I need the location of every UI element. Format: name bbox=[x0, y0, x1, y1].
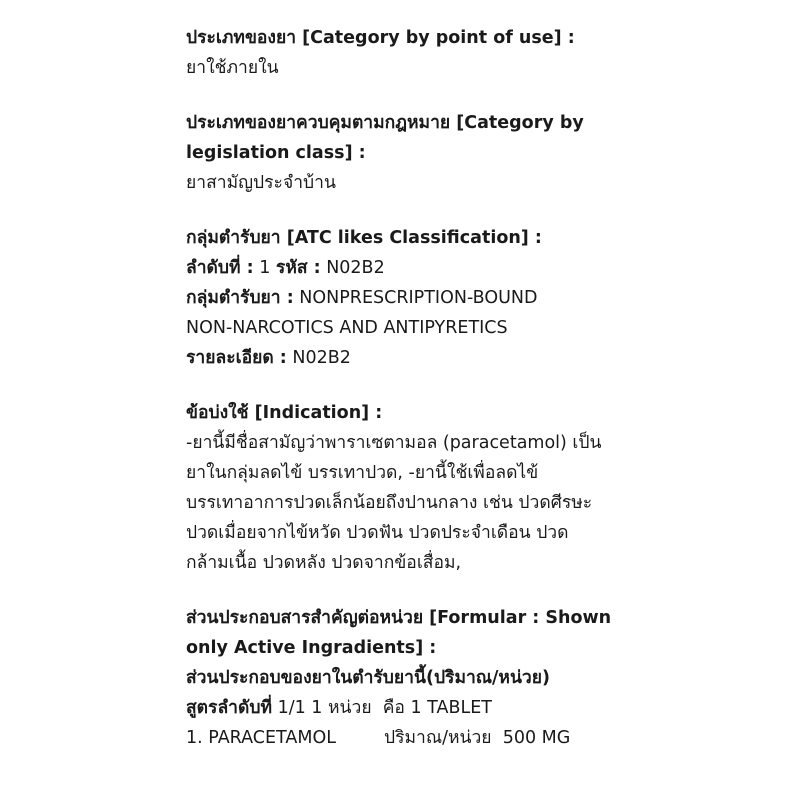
category-legislation-heading-line2: legislation class] : bbox=[186, 143, 366, 163]
indication-text-line: ปวดเมื่อยจากไข้หวัด ปวดฟัน ปวดประจำเดือน ปวด bbox=[186, 523, 569, 543]
atc-section bbox=[186, 223, 786, 373]
category-use-section bbox=[186, 23, 786, 83]
atc-order-label: ลำดับที่ : bbox=[186, 258, 254, 278]
atc-code-value: N02B2 bbox=[320, 258, 385, 278]
category-use-heading: ประเภทของยา [Category by point of use] : bbox=[186, 28, 575, 48]
atc-detail-value: N02B2 bbox=[286, 348, 351, 368]
indication-heading: ข้อบ่งใช้ [Indication] : bbox=[186, 403, 383, 423]
category-use-value: ยาใช้ภายใน bbox=[186, 58, 279, 78]
atc-group-value-line1: NONPRESCRIPTION-BOUND bbox=[293, 288, 538, 308]
formula-subheading: ส่วนประกอบของยาในตำรับยานี้(ปริมาณ/หน่วย) bbox=[186, 668, 551, 688]
formula-recipe-label: สูตรลำดับที่ bbox=[186, 698, 273, 718]
drug-info-document bbox=[186, 23, 786, 778]
formula-item-name: 1. PARACETAMOL bbox=[186, 728, 336, 748]
formula-heading-line2: only Active Ingradients] : bbox=[186, 638, 437, 658]
atc-detail-line bbox=[186, 343, 786, 373]
indication-text-line: -ยานี้มีชื่อสามัญว่าพาราเซตามอล (paracetamol) เป็น bbox=[186, 433, 602, 453]
atc-group-value-line2: NON-NARCOTICS AND ANTIPYRETICS bbox=[186, 318, 508, 338]
category-legislation-value: ยาสามัญประจำบ้าน bbox=[186, 173, 336, 193]
atc-order-value: 1 bbox=[253, 258, 276, 278]
atc-code-label: รหัส : bbox=[275, 258, 321, 278]
formula-item-amount-label: ปริมาณ/หน่วย bbox=[383, 728, 492, 748]
indication-section bbox=[186, 398, 786, 578]
atc-group-line bbox=[186, 283, 786, 313]
indication-text-line: บรรเทาอาการปวดเล็กน้อยถึงปานกลาง เช่น ปวดศีรษะ bbox=[186, 493, 593, 513]
atc-heading: กลุ่มตำรับยา [ATC likes Classification] : bbox=[186, 228, 542, 248]
formula-item-line bbox=[186, 723, 786, 753]
indication-text-line: ยาในกลุ่มลดไข้ บรรเทาปวด, -ยานี้ใช้เพื่อลดไข้ bbox=[186, 463, 539, 483]
atc-group-label: กลุ่มตำรับยา : bbox=[186, 288, 294, 308]
indication-text-line: กล้ามเนื้อ ปวดหลัง ปวดจากข้อเสื่อม, bbox=[186, 553, 462, 573]
formula-section bbox=[186, 603, 786, 753]
category-legislation-section bbox=[186, 108, 786, 198]
atc-detail-label: รายละเอียด : bbox=[186, 348, 287, 368]
formula-item-amount-value: 500 MG bbox=[491, 728, 571, 748]
formula-heading-line1: ส่วนประกอบสารสำคัญต่อหน่วย [Formular : Shown bbox=[186, 608, 612, 628]
formula-recipe-line bbox=[186, 693, 786, 723]
category-legislation-heading-line1: ประเภทของยาควบคุมตามกฎหมาย [Category by bbox=[186, 113, 584, 133]
formula-recipe-value: 1/1 1 หน่วย คือ 1 TABLET bbox=[272, 698, 492, 718]
atc-order-code-line bbox=[186, 253, 786, 283]
